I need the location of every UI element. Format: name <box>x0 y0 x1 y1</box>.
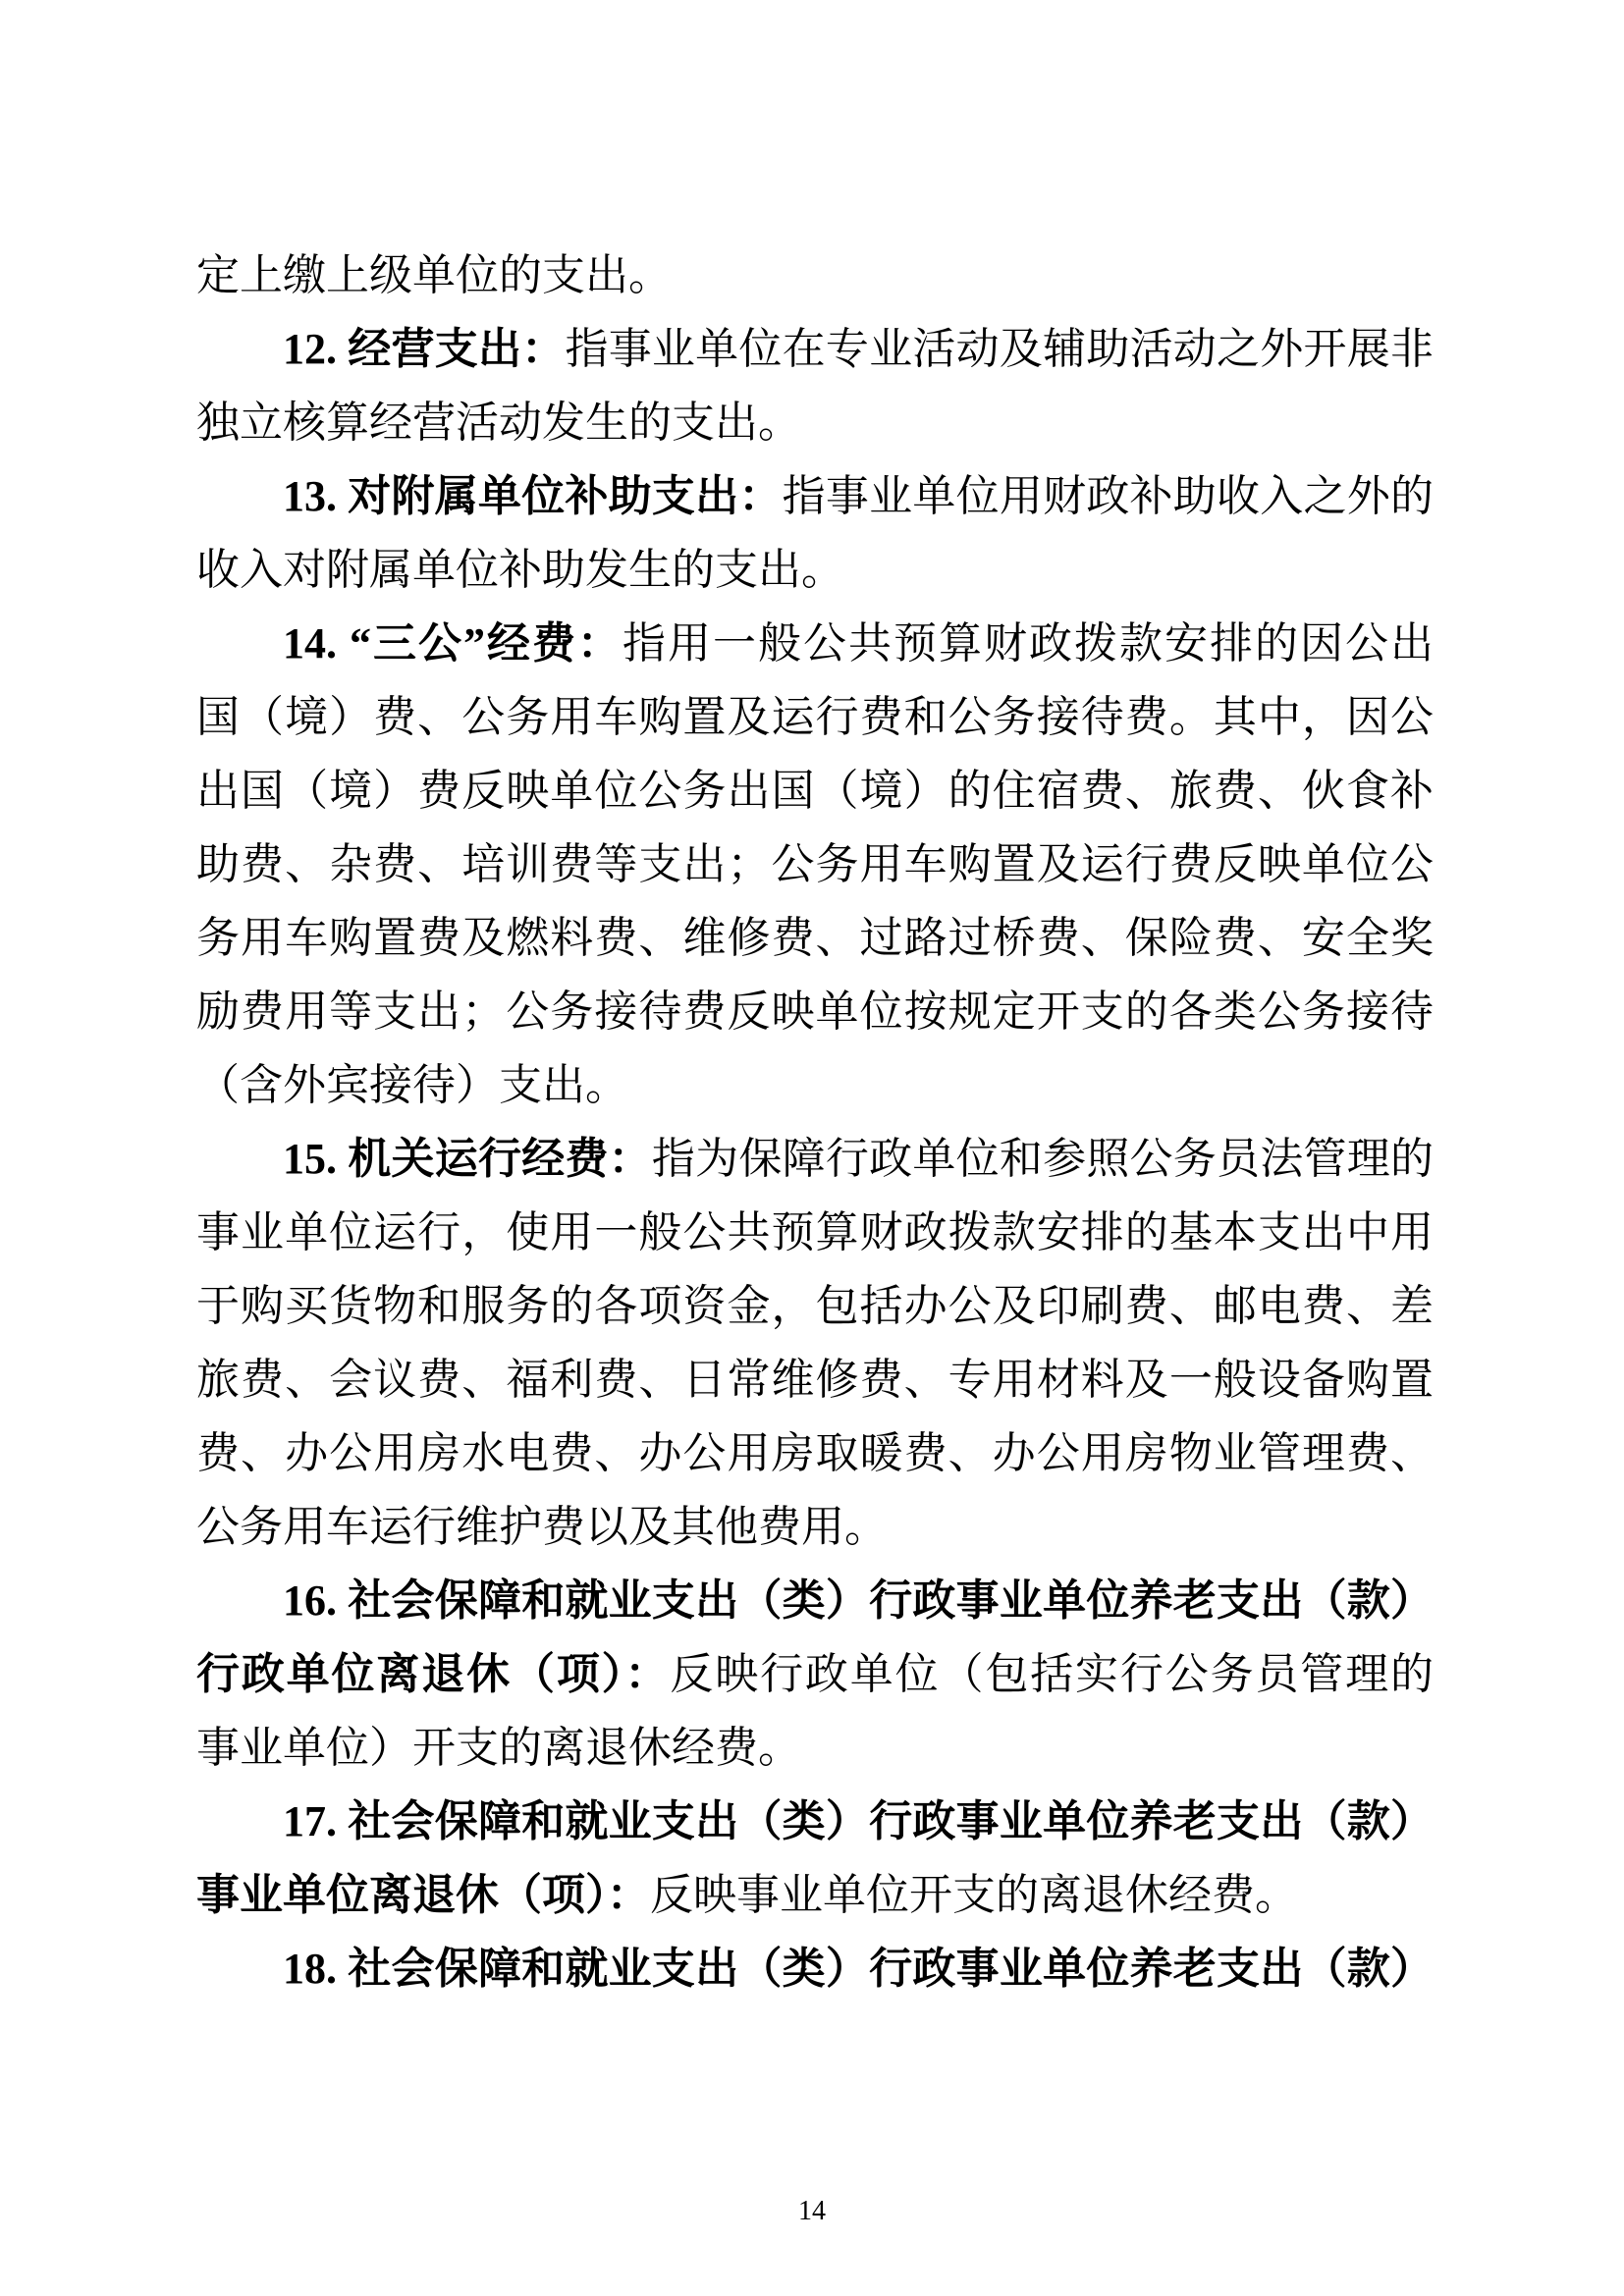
text-run: 指事业单位在专业活动及辅助活动之外开展非 <box>565 325 1434 373</box>
text-run: 旅费、会议费、福利费、日常维修费、专用材料及一般设备购置 <box>196 1356 1434 1404</box>
text-line <box>196 312 1434 386</box>
text-run: 于购买货物和服务的各项资金，包括办公及印刷费、邮电费、差 <box>196 1282 1434 1330</box>
text-line <box>196 828 1434 901</box>
text-line <box>196 1490 1434 1564</box>
text-line <box>196 901 1434 975</box>
bold-run: 16. 社会保障和就业支出（类）行政事业单位养老支出（款） <box>283 1576 1434 1625</box>
bold-run: 18. 社会保障和就业支出（类）行政事业单位养老支出（款） <box>283 1945 1434 1993</box>
text-line <box>196 1564 1434 1637</box>
bold-run: 13. 对附属单位补助支出： <box>283 472 783 520</box>
text-line <box>196 607 1434 680</box>
text-run: 指用一般公共预算财政拨款安排的因公出 <box>623 619 1434 667</box>
bold-run: 行政单位离退休（项）： <box>196 1650 671 1698</box>
text-line <box>196 459 1434 533</box>
text-run: 助费、杂费、培训费等支出；公务用车购置及运行费反映单位公 <box>196 840 1434 888</box>
text-run: 务用车购置费及燃料费、维修费、过路过桥费、保险费、安全奖 <box>196 914 1434 962</box>
text-line <box>196 1785 1434 1858</box>
text-run: 收入对附属单位补助发生的支出。 <box>196 546 844 594</box>
text-run: 事业单位）开支的离退休经费。 <box>196 1724 801 1772</box>
text-run: 国（境）费、公务用车购置及运行费和公务接待费。其中，因公 <box>196 693 1434 741</box>
text-line <box>196 1343 1434 1416</box>
text-run: 独立核算经营活动发生的支出。 <box>196 399 801 447</box>
text-line <box>196 1932 1434 2005</box>
text-run: 事业单位运行，使用一般公共预算财政拨款安排的基本支出中用 <box>196 1208 1434 1256</box>
text-line <box>196 1858 1434 1932</box>
page-number: 14 <box>798 2196 826 2226</box>
bold-run: 12. 经营支出： <box>283 325 566 373</box>
text-run: 指为保障行政单位和参照公务员法管理的 <box>651 1135 1434 1183</box>
text-line <box>196 1637 1434 1711</box>
text-run: 励费用等支出；公务接待费反映单位按规定开支的各类公务接待 <box>196 988 1434 1036</box>
text-line <box>196 1196 1434 1269</box>
text-run: 出国（境）费反映单位公务出国（境）的住宿费、旅费、伙食补 <box>196 767 1434 815</box>
text-run: 定上缴上级单位的支出。 <box>196 251 672 299</box>
text-line <box>196 754 1434 828</box>
body-text <box>196 239 1434 2005</box>
text-run: 费、办公用房水电费、办公用房取暖费、办公用房物业管理费、 <box>196 1429 1434 1477</box>
text-run: 反映事业单位开支的离退休经费。 <box>650 1871 1298 1919</box>
text-line <box>196 533 1434 607</box>
text-run: （含外宾接待）支出。 <box>196 1061 628 1109</box>
text-line <box>196 975 1434 1048</box>
text-line <box>196 386 1434 459</box>
text-line <box>196 239 1434 312</box>
bold-run: 17. 社会保障和就业支出（类）行政事业单位养老支出（款） <box>283 1797 1434 1845</box>
bold-run: 事业单位离退休（项）： <box>196 1871 650 1919</box>
text-line <box>196 1269 1434 1343</box>
bold-run: 15. 机关运行经费： <box>283 1135 652 1183</box>
text-line <box>196 1416 1434 1490</box>
text-line <box>196 680 1434 754</box>
text-line <box>196 1048 1434 1122</box>
text-run: 指事业单位用财政补助收入之外的 <box>782 472 1434 520</box>
text-line <box>196 1122 1434 1196</box>
text-run: 反映行政单位（包括实行公务员管理的 <box>670 1650 1434 1698</box>
text-line <box>196 1711 1434 1785</box>
text-run: 公务用车运行维护费以及其他费用。 <box>196 1503 888 1551</box>
bold-run: 14. “三公”经费： <box>283 619 623 667</box>
